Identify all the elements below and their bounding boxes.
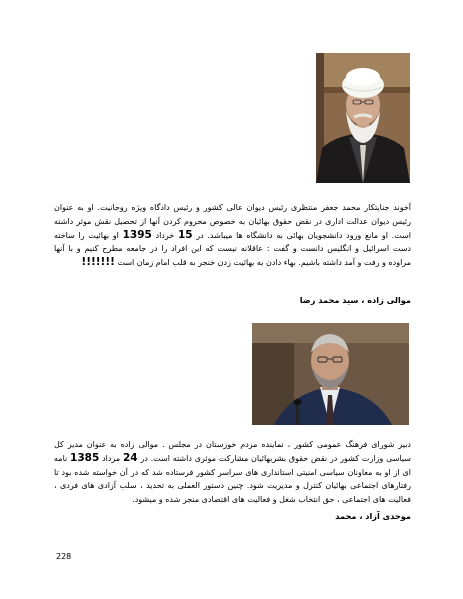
emphasized-run: 24 (122, 451, 138, 464)
emphasized-run: 1395 (122, 228, 152, 241)
portrait-photo-cleric (316, 53, 410, 183)
emphasized-run: 1385 (70, 451, 100, 464)
text-run: دبیر شورای فرهنگ عمومی کشور ، نماینده مردم خوزستان در مجلس . موالی زاده به عنوان مدیر کل سیاسی وزارت کشور در نقض حقوق بشربهائیان مشارکت موثری داشته است. در (54, 440, 411, 463)
text-run: نامه ای از او به معاونان سیاسی امنیتی استانداری های سراسر کشور فرستاده شد که در آن خواسته شده بود تا رفتارهای اجتماعی بهائیان کنترل و مدیریت شود. چنین دستور العملی به تحدید ، سلب آزادی های فردی ، فعالیت های اجتماعی ، حق انتخاب شغل و فعالیت های اقتصادی منجر شده و میشود. (54, 453, 411, 505)
paragraph-2 (54, 438, 411, 507)
emphasized-run: !!!!!!! (81, 256, 115, 269)
text-run: او بهائیت را ساخته دست اسرائیل و انگلیس دانست و گفت : عاقلانه نیست که این افراد را در جامعه مطرح کنیم و با آنها مراوده و رفت و آمد داشته باشیم. بهاء دادن به بهائیت زدن خنجر به قلب امام زمان است (54, 230, 411, 268)
page-number: 228 (56, 552, 72, 561)
section-heading-2: موحدی آزاد ، محمد (335, 511, 411, 521)
section-heading-1: موالی زاده ، سید محمد رضا (299, 295, 411, 305)
portrait-photo-man (252, 323, 409, 425)
text-run: مرداد (99, 453, 123, 463)
text-run: خرداد (151, 230, 178, 240)
paragraph-1 (54, 201, 411, 270)
text-run: آخوند جنایتکار محمد جعفر منتظری رئیس دیوان عالی کشور و رئیس دادگاه ویژه روحانیت. او به عنوان رئیس دیوان عدالت اداری در نقض حقوق بهائیان به خصوص محروم کردن آنها از تحصیل نقش موثر داشته است. او مانع ورود دانشجویان بهائی به دانشگاه ها میباشد. در (54, 203, 412, 240)
emphasized-run: 15 (177, 228, 193, 241)
